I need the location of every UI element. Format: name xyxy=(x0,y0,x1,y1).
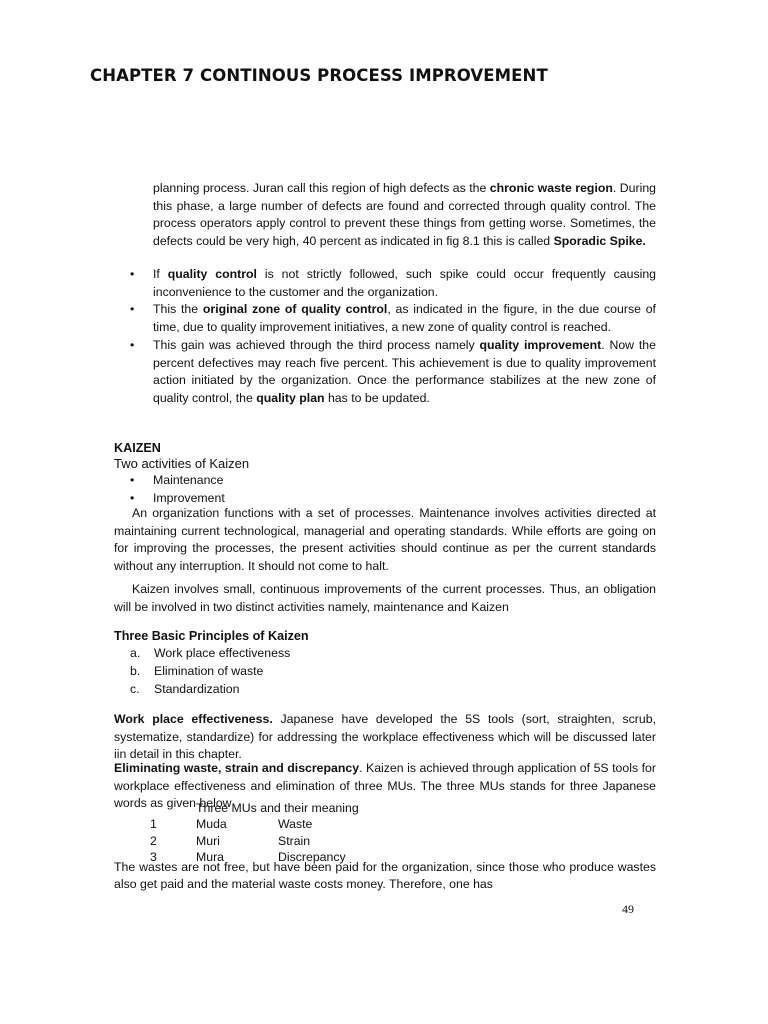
activity-item: • Improvement xyxy=(114,490,656,508)
principles-list xyxy=(130,644,290,698)
activity-item: • Maintenance xyxy=(114,472,656,490)
bullet-item: • This the original zone of quality control, as indicated in the figure, in the due course of time, due to quality improvement initiatives, a new zone of quality control is reached. xyxy=(114,301,656,336)
table-row: 3 Mura Discrepancy xyxy=(150,850,346,864)
kaizen-activities-list xyxy=(114,472,656,507)
principles-heading: Three Basic Principles of Kaizen xyxy=(114,629,309,643)
page-number: 49 xyxy=(622,902,634,916)
mus-caption: Three MUs and their meaning xyxy=(196,801,359,815)
kaizen-paragraph-2: Kaizen involves small, continuous improvements of the current processes. Thus, an obligation will be involved in two distinct activities namely, maintenance and Kaizen xyxy=(114,582,656,614)
sporadic-spike-term: Sporadic Spike. xyxy=(553,234,646,249)
principle-item: c. Standardization xyxy=(130,682,240,696)
chronic-waste-term: chronic waste region xyxy=(489,181,613,195)
bullet-item: • This gain was achieved through the third process namely quality improvement. Now the percent defectives may reach five percent. This achievement is due to quality improvement action initiated by the organization. Once the performance stabilizes at the new zone of quality control, the quality plan has to be updated. xyxy=(114,337,656,408)
principle-item: b. Elimination of waste xyxy=(130,664,264,678)
kaizen-heading: KAIZEN xyxy=(114,441,161,455)
intro-text: . During this phase, a large number of defects are found and corrected through quality control. The process operators apply control to prevent these things from getting worse. Sometimes, the defects could be very high, 40 percent as indicated in fig 8.1 this is called xyxy=(153,181,656,249)
intro-text: planning process. Juran call this region of high defects as the xyxy=(153,181,490,195)
eliminating-paragraph: Eliminating waste, strain and discrepancy. Kaizen is achieved through application of 5S tools for workplace effectiveness and elimination of three MUs. The three MUs stands for three Japanese words as given below xyxy=(114,761,656,811)
bullet-list xyxy=(114,266,656,408)
workplace-paragraph: Work place effectiveness. Japanese have developed the 5S tools (sort, straighten, scrub, systematize, standardize) for addressing the workplace effectiveness which will be discussed later iin detail in this chapter. xyxy=(114,712,656,762)
kaizen-subheading: Two activities of Kaizen xyxy=(114,456,250,471)
bullet-item: • If quality control is not strictly followed, such spike could occur frequently causing inconvenience to the customer and the organization. xyxy=(114,266,656,301)
chapter-title: CHAPTER 7 CONTINOUS PROCESS IMPROVEMENT xyxy=(90,66,548,85)
kaizen-paragraph-1: An organization functions with a set of processes. Maintenance involves activities directed at maintaining current technological, managerial and operating standards. While efforts are going on for improving the processes, the present activities should continue as per the current standards without any interruption. It should not come to halt. xyxy=(114,506,656,574)
table-row: 1 Muda Waste xyxy=(150,817,313,831)
intro-paragraph xyxy=(153,180,656,251)
table-row: 2 Muri Strain xyxy=(150,833,311,848)
closing-paragraph: The wastes are not free, but have been paid for the organization, since those who produce wastes also get paid and the material waste costs money. Therefore, one has xyxy=(114,860,656,891)
principle-item: a. Work place effectiveness xyxy=(130,646,291,660)
